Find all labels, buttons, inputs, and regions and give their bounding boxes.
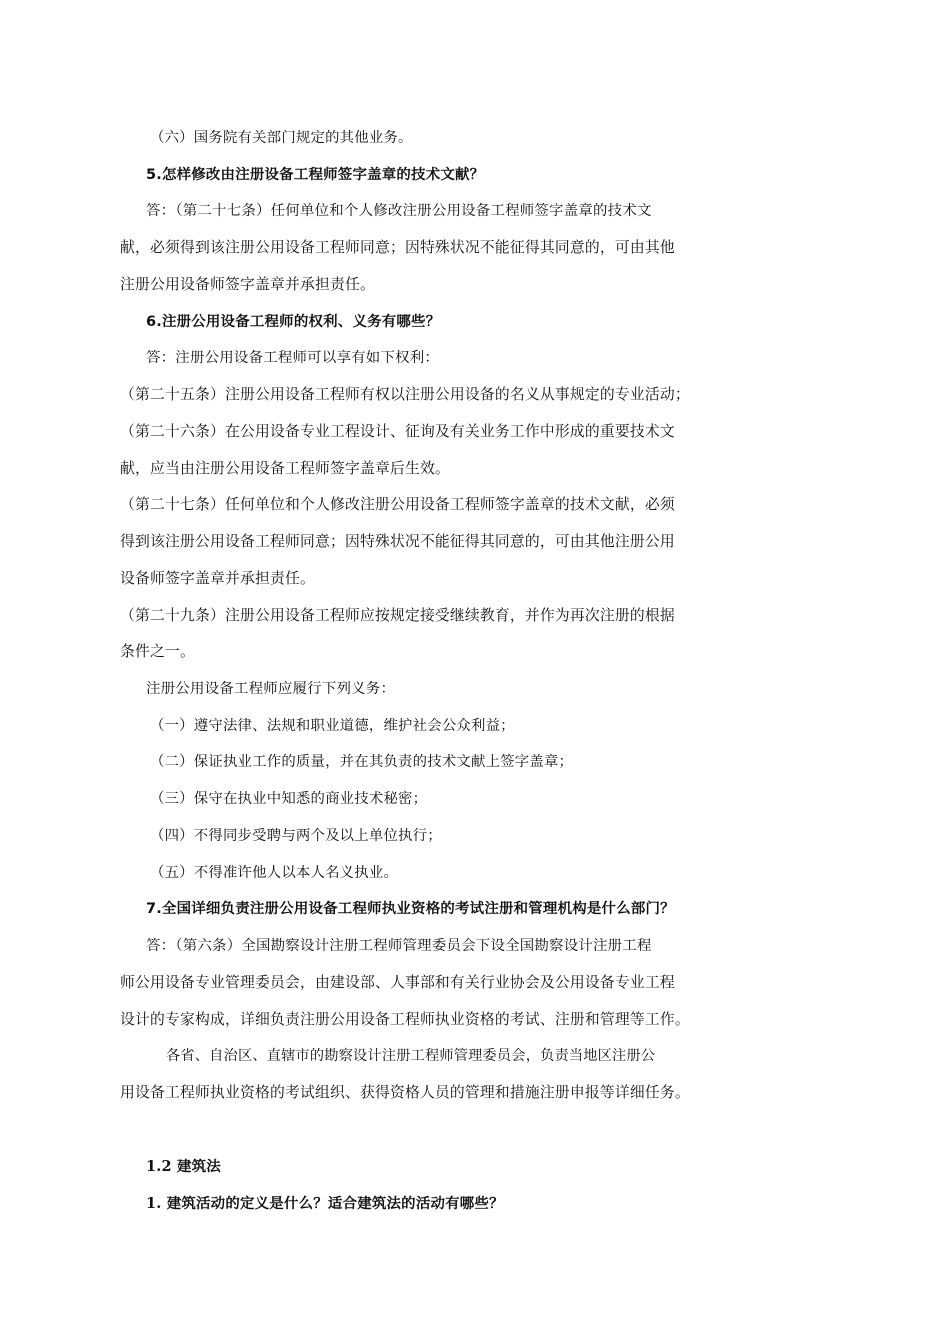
answer-line: 注册公用设备师签字盖章并承担责任。 xyxy=(120,276,375,293)
question-heading-5: 5.怎样修改由注册设备工程师签字盖章的技术文献？ xyxy=(146,167,485,183)
obligation-item: （五）不得准许他人以本人名义执业。 xyxy=(150,865,399,881)
answer-line: 献，必须得到该注册公用设备工程师同意；因特殊状况不能征得其同意的，可由其他 xyxy=(120,239,675,256)
paragraph-line: 用设备工程师执业资格的考试组织、获得资格人员的管理和措施注册申报等详细任务。 xyxy=(120,1084,690,1101)
paragraph-line: （六）国务院有关部门规定的其他业务。 xyxy=(150,130,413,146)
article-line: （第二十六条）在公用设备专业工程设计、征询及有关业务工作中形成的重要技术文 xyxy=(120,423,675,440)
article-line: 得到该注册公用设备工程师同意；因特殊状况不能征得其同意的，可由其他注册公用 xyxy=(120,533,675,550)
obligation-item: （三）保守在执业中知悉的商业技术秘密； xyxy=(150,791,428,807)
article-line: 设备师签字盖章并承担责任。 xyxy=(120,570,315,587)
answer-line: 答：（第二十七条）任何单位和个人修改注册公用设备工程师签字盖章的技术文 xyxy=(146,203,652,219)
question-heading-7: 7.全国详细负责注册公用设备工程师执业资格的考试注册和管理机构是什么部门？ xyxy=(146,901,675,917)
article-line: （第二十五条）注册公用设备工程师有权以注册公用设备的名义从事规定的专业活动； xyxy=(120,386,690,403)
article-line: （第二十九条）注册公用设备工程师应按规定接受继续教育，并作为再次注册的根据 xyxy=(120,607,675,624)
obligation-item: （一）遵守法律、法规和职业道德，维护社会公众利益； xyxy=(150,718,515,734)
paragraph-line: 各省、自治区、直辖市的勘察设计注册工程师管理委员会，负责当地区注册公 xyxy=(166,1048,656,1064)
article-line: 献，应当由注册公用设备工程师签字盖章后生效。 xyxy=(120,460,450,477)
obligation-item: （四）不得同步受聘与两个及以上单位执行； xyxy=(150,828,442,844)
obligation-item: （二）保证执业工作的质量，并在其负责的技术文献上签字盖章； xyxy=(150,754,574,770)
answer-line: 答：（第六条）全国勘察设计注册工程师管理委员会下设全国勘察设计注册工程 xyxy=(146,938,652,954)
obligations-intro: 注册公用设备工程师应履行下列义务： xyxy=(146,681,396,697)
answer-line: 设计的专家构成，详细负责注册公用设备工程师执业资格的考试、注册和管理等工作。 xyxy=(120,1011,690,1028)
section-heading: 1.2 建筑法 xyxy=(146,1158,221,1175)
answer-line: 师公用设备专业管理委员会，由建设部、人事部和有关行业协会及公用设备专业工程 xyxy=(120,974,675,991)
answer-line: 答：注册公用设备工程师可以享有如下权利： xyxy=(146,350,440,366)
subsection-question: 1. 建筑活动的定义是什么？适合建筑法的活动有哪些？ xyxy=(146,1195,504,1212)
article-line: （第二十七条）任何单位和个人修改注册公用设备工程师签字盖章的技术文献，必须 xyxy=(120,496,675,513)
article-line: 条件之一。 xyxy=(120,643,195,660)
question-heading-6: 6.注册公用设备工程师的权利、义务有哪些？ xyxy=(146,314,441,330)
